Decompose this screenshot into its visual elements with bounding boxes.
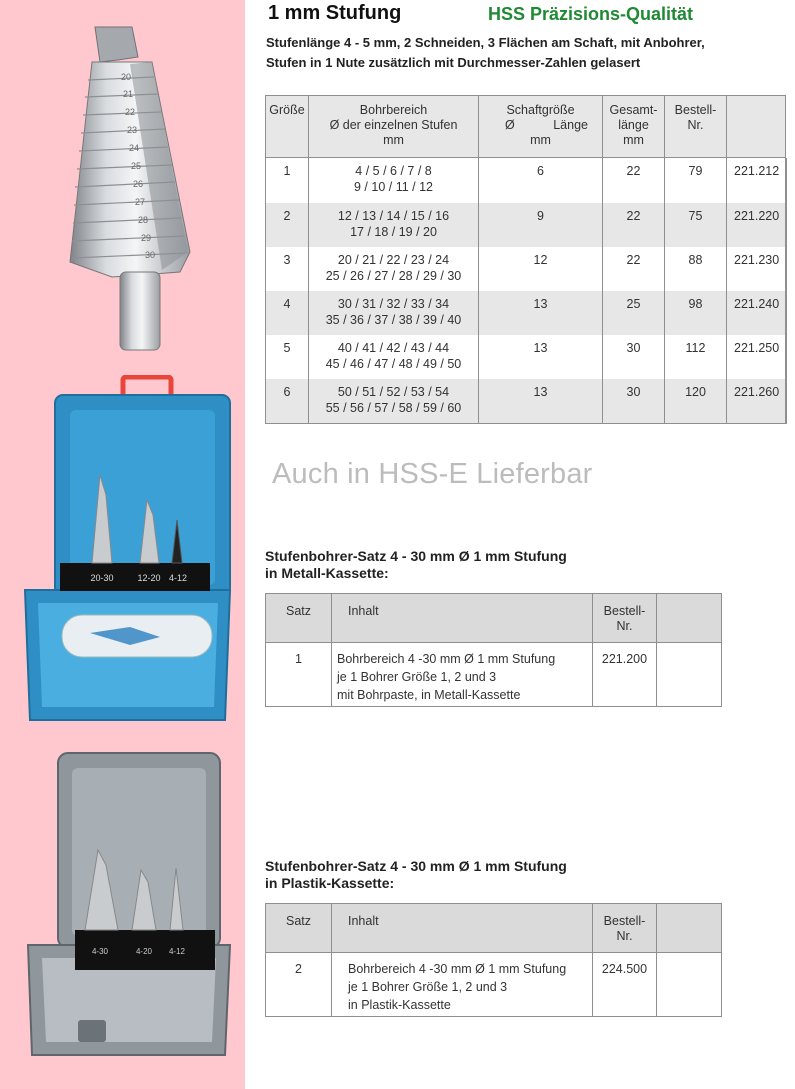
cell-range: 40 / 41 / 42 / 43 / 44 45 / 46 / 47 / 48 / 49 / 50 — [309, 335, 479, 379]
cell-total-length: 88 — [665, 247, 727, 291]
cell-shaft-diameter: 12 — [479, 247, 603, 291]
cell-set: 1 — [266, 643, 332, 707]
col-header-content: Inhalt — [332, 904, 593, 953]
table-row — [266, 291, 787, 335]
cell-order-no: 224.500 — [593, 953, 657, 1017]
cell-range: 50 / 51 / 52 / 53 / 54 55 / 56 / 57 / 58 / 59 / 60 — [309, 379, 479, 424]
col-header-order-no: Bestell- Nr. — [593, 594, 657, 643]
col-header-shaft: Schaftgröße Ø Länge mm — [479, 96, 603, 158]
case-slot-label: 12-20 — [137, 573, 161, 583]
cell-order-no: 221.200 — [593, 643, 657, 707]
drill-step-number: 25 — [130, 161, 142, 171]
drill-step-number: 26 — [132, 179, 144, 189]
metal-set-title: Stufenbohrer-Satz 4 - 30 mm Ø 1 mm Stufung in Metall-Kassette: — [265, 548, 567, 581]
drill-step-number: 21 — [122, 89, 134, 99]
cell-order-no: 221.240 — [727, 291, 786, 335]
col-header-order-no: Bestell- Nr. — [665, 96, 727, 158]
cell-blank — [657, 643, 722, 707]
table-row — [266, 335, 787, 379]
cell-size: 5 — [266, 335, 309, 379]
drill-step-number: 20 — [120, 72, 132, 82]
plastic-set-table — [265, 903, 722, 1017]
cell-shaft-length: 30 — [603, 335, 665, 379]
drill-step-number: 28 — [137, 215, 149, 225]
cell-order-no: 221.220 — [727, 203, 786, 247]
table-row — [266, 379, 787, 424]
cell-range: 4 / 5 / 6 / 7 / 8 9 / 10 / 11 / 12 — [309, 158, 479, 203]
cell-size: 1 — [266, 158, 309, 203]
cell-total-length: 75 — [665, 203, 727, 247]
case-slot-label: 20-30 — [90, 573, 114, 583]
cell-total-length: 79 — [665, 158, 727, 203]
cell-total-length: 120 — [665, 379, 727, 424]
cell-shaft-diameter: 13 — [479, 291, 603, 335]
col-header-blank — [657, 594, 722, 643]
cell-blank — [785, 291, 786, 335]
cell-shaft-length: 30 — [603, 379, 665, 424]
table-header-row — [266, 594, 722, 643]
step-drill-image — [40, 22, 220, 357]
cell-size: 2 — [266, 203, 309, 247]
cell-content: Bohrbereich 4 -30 mm Ø 1 mm Stufung je 1 Bohrer Größe 1, 2 und 3 in Plastik-Kassette — [332, 953, 593, 1017]
cell-blank — [785, 335, 786, 379]
case-slot-label: 4-12 — [168, 947, 186, 956]
spec-table — [265, 95, 787, 424]
col-header-set: Satz — [266, 904, 332, 953]
cell-size: 3 — [266, 247, 309, 291]
table-row — [266, 953, 722, 1017]
col-header-size: Größe — [266, 96, 309, 158]
brand-label: HSS Präzisions-Qualität — [488, 4, 694, 24]
drill-step-number: 22 — [124, 107, 136, 117]
cell-blank — [785, 203, 786, 247]
table-row — [266, 643, 722, 707]
cell-order-no: 221.250 — [727, 335, 786, 379]
cell-blank — [785, 247, 786, 291]
cell-blank — [785, 379, 786, 424]
metal-case-image — [20, 375, 235, 730]
col-header-range: Bohrbereich Ø der einzelnen Stufen mm — [309, 96, 479, 158]
col-header-blank — [657, 904, 722, 953]
cell-shaft-diameter: 13 — [479, 379, 603, 424]
col-header-content: Inhalt — [332, 594, 593, 643]
cell-content: Bohrbereich 4 -30 mm Ø 1 mm Stufung je 1 Bohrer Größe 1, 2 und 3 mit Bohrpaste, in Metall-Kassette — [332, 643, 593, 707]
cell-size: 4 — [266, 291, 309, 335]
cell-range: 12 / 13 / 14 / 15 / 16 17 / 18 / 19 / 20 — [309, 203, 479, 247]
drill-step-number: 23 — [126, 125, 138, 135]
cell-total-length: 98 — [665, 291, 727, 335]
description-line: Stufenlänge 4 - 5 mm, 2 Schneiden, 3 Flächen am Schaft, mit Anbohrer, — [266, 35, 705, 50]
drill-step-number: 30 — [144, 250, 156, 260]
cell-size: 6 — [266, 379, 309, 424]
cell-shaft-length: 25 — [603, 291, 665, 335]
drill-step-number: 29 — [140, 233, 152, 243]
table-header-row — [266, 904, 722, 953]
cell-blank — [785, 158, 786, 203]
plastic-case-image — [20, 750, 235, 1070]
product-description — [266, 33, 786, 73]
cell-shaft-length: 22 — [603, 203, 665, 247]
cell-shaft-diameter: 13 — [479, 335, 603, 379]
cell-order-no: 221.212 — [727, 158, 786, 203]
cell-shaft-diameter: 6 — [479, 158, 603, 203]
plastic-set-title: Stufenbohrer-Satz 4 - 30 mm Ø 1 mm Stufung in Plastik-Kassette: — [265, 858, 567, 891]
col-header-total-length: Gesamt- länge mm — [603, 96, 665, 158]
case-slot-label: 4-30 — [91, 947, 109, 956]
description-line: Stufen in 1 Nute zusätzlich mit Durchmesser-Zahlen gelasert — [266, 55, 641, 70]
hss-e-notice: Auch in HSS-E Lieferbar — [272, 458, 593, 490]
col-header-blank — [727, 96, 786, 158]
cell-order-no: 221.260 — [727, 379, 786, 424]
table-row — [266, 247, 787, 291]
col-header-order-no: Bestell- Nr. — [593, 904, 657, 953]
case-slot-label: 4-20 — [135, 947, 153, 956]
table-row — [266, 203, 787, 247]
drill-step-number: 24 — [128, 143, 140, 153]
metal-set-table — [265, 593, 722, 707]
page-title: 1 mm Stufung — [268, 2, 402, 24]
case-slot-label: 4-12 — [168, 573, 188, 583]
cell-total-length: 112 — [665, 335, 727, 379]
drill-step-number: 27 — [134, 197, 146, 207]
cell-range: 30 / 31 / 32 / 33 / 34 35 / 36 / 37 / 38 / 39 / 40 — [309, 291, 479, 335]
col-header-set: Satz — [266, 594, 332, 643]
cell-range: 20 / 21 / 22 / 23 / 24 25 / 26 / 27 / 28 / 29 / 30 — [309, 247, 479, 291]
cell-set: 2 — [266, 953, 332, 1017]
table-row — [266, 158, 787, 203]
cell-shaft-length: 22 — [603, 158, 665, 203]
cell-blank — [657, 953, 722, 1017]
cell-shaft-diameter: 9 — [479, 203, 603, 247]
product-image-sidebar — [0, 0, 245, 1089]
cell-shaft-length: 22 — [603, 247, 665, 291]
cell-order-no: 221.230 — [727, 247, 786, 291]
